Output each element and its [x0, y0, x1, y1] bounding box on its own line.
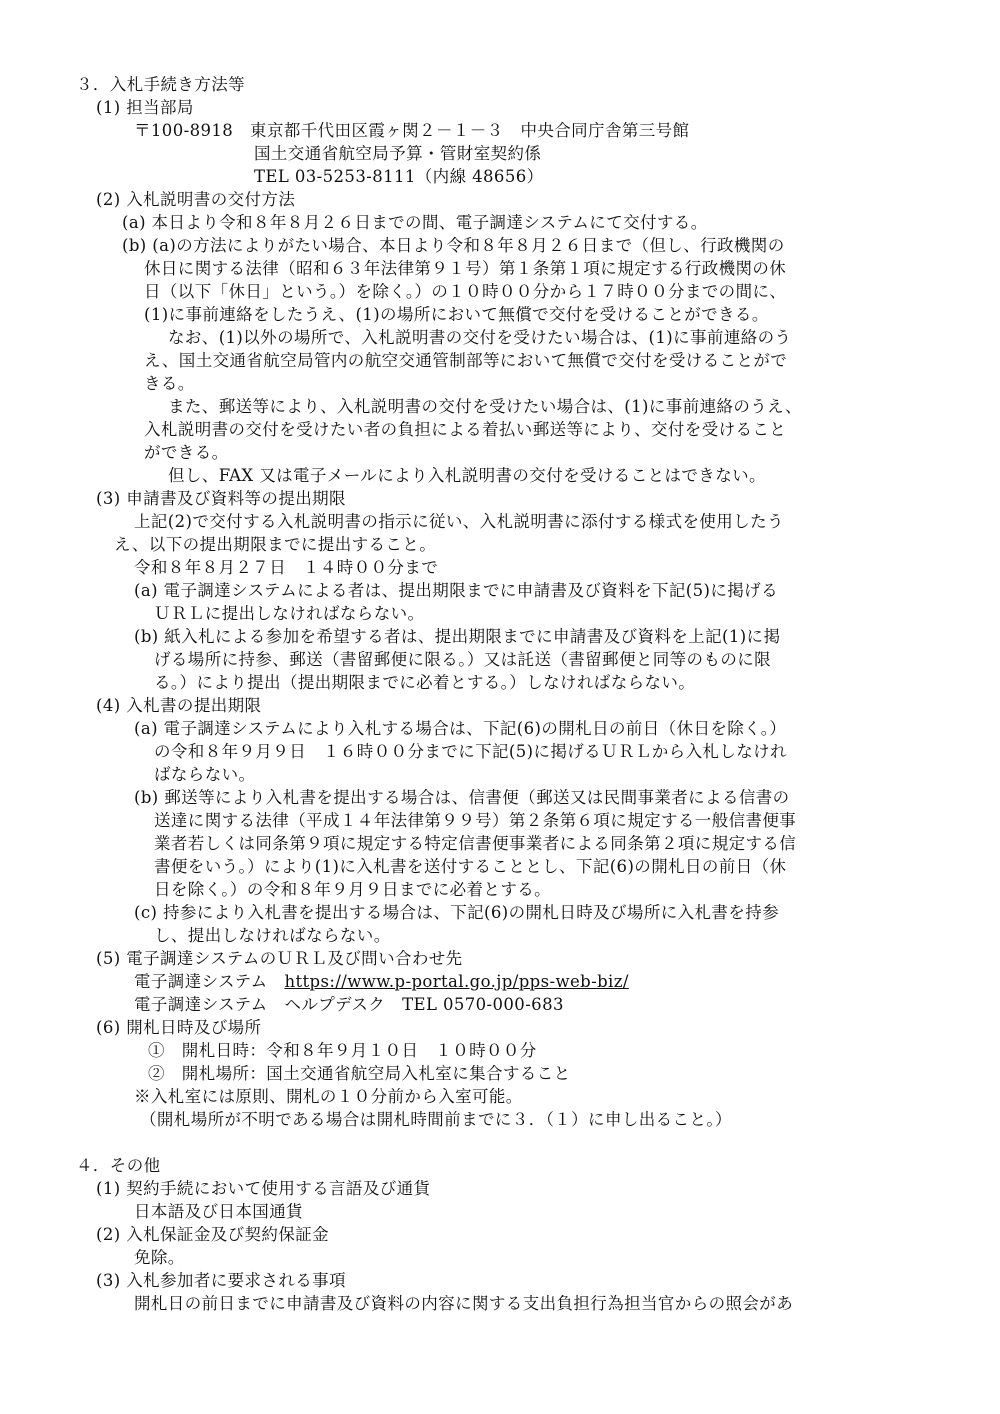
- subsection-heading: (6) 開札日時及び場所: [96, 1018, 262, 1037]
- paragraph-line: 上記(2)で交付する入札説明書の指示に従い、入札説明書に添付する様式を使用したう: [134, 512, 784, 531]
- paragraph-line: (a) 本日より令和８年８月２６日までの間、電子調達システムにて交付する。: [122, 213, 708, 232]
- paragraph-line: (a) 電子調達システムにより入札する場合は、下記(6)の開札日の前日（休日を除く。）: [134, 719, 787, 738]
- subsection-heading: (4) 入札書の提出期限: [96, 696, 262, 715]
- subsection-heading: (5) 電子調達システムのＵＲＬ及び問い合わせ先: [96, 949, 463, 968]
- address-line: 〒100-8918 東京都千代田区霞ヶ関２－１－３ 中央合同庁舎第三号館: [134, 121, 690, 140]
- paragraph-line: 休日に関する法律（昭和６３年法律第９１号）第１条第１項に規定する行政機関の休: [144, 259, 787, 278]
- paragraph-line: (b) 紙入札による参加を希望する者は、提出期限までに申請書及び資料を上記(1)に掲: [134, 627, 781, 646]
- subsection-heading: (1) 契約手続において使用する言語及び通貨: [96, 1179, 431, 1198]
- paragraph-line: (b) 郵送等により入札書を提出する場合は、信書便（郵送又は民間事業者による信書の: [134, 788, 790, 807]
- paragraph-line: る。）により提出（提出期限までに必着とする。）しなければならない。: [154, 673, 696, 692]
- subsection-heading: (3) 申請書及び資料等の提出期限: [96, 489, 346, 508]
- note-line: ※入札室には原則、開札の１０分前から入室可能。: [134, 1087, 523, 1106]
- paragraph-line: 日（以下「休日」という。）を除く。）の１０時００分から１７時００分までの間に、: [144, 282, 787, 301]
- paragraph-line: ができる。: [144, 443, 229, 462]
- paragraph-line: 但し、FAX 又は電子メールにより入札説明書の交付を受けることはできない。: [168, 466, 766, 485]
- paragraph-line: 送達に関する法律（平成１４年法律第９９号）第２条第６項に規定する一般信書便事: [154, 811, 797, 830]
- subsection-heading: (1) 担当部局: [96, 98, 194, 117]
- paragraph-line: 日を除く。）の令和８年９月９日までに必着とする。: [154, 880, 552, 899]
- paragraph-line: 日本語及び日本国通貨: [134, 1202, 303, 1221]
- paragraph-line: (1)に事前連絡をしたうえ、(1)の場所において無償で交付を受けることができる。: [144, 305, 769, 324]
- opening-datetime-line: ① 開札日時：令和８年９月１０日 １０時００分: [148, 1041, 537, 1060]
- paragraph-line: げる場所に持参、郵送（書留郵便に限る。）又は託送（書留郵便と同等のものに限: [154, 650, 772, 669]
- paragraph-line: 開札日の前日までに申請書及び資料の内容に関する支出負担行為担当官からの照会があ: [134, 1294, 794, 1313]
- paragraph-line: 書便をいう。）により(1)に入札書を送付することとし、下記(6)の開札日の前日（休: [154, 857, 787, 876]
- url-label: 電子調達システム: [134, 972, 285, 991]
- deadline-line: 令和８年８月２７日 １４時００分まで: [134, 558, 439, 577]
- subsection-heading: (2) 入札説明書の交付方法: [96, 190, 296, 209]
- department-line: 国土交通省航空局予算・管財室契約係: [254, 144, 542, 163]
- note-line: （開札場所が不明である場合は開札時間前までに３．（１）に申し出ること。）: [140, 1110, 732, 1129]
- section-heading-4: ４．その他: [76, 1156, 161, 1175]
- paragraph-line: きる。: [144, 374, 195, 393]
- opening-place-line: ② 開札場所：国土交通省航空局入札室に集合すること: [148, 1064, 571, 1083]
- paragraph-line: の令和８年９月９日 １６時００分までに下記(5)に掲げるＵＲＬから入札しなけれ: [154, 742, 787, 761]
- helpdesk-line: 電子調達システム ヘルプデスク TEL 0570-000-683: [134, 995, 564, 1014]
- paragraph-line: え、以下の提出期限までに提出すること。: [114, 535, 437, 554]
- portal-url-link[interactable]: https://www.p-portal.go.jp/pps-web-biz/: [284, 972, 629, 991]
- url-line: [134, 971, 629, 993]
- section-heading-3: ３．入札手続き方法等: [76, 75, 245, 94]
- paragraph-line: 業者若しくは同条第９項に規定する特定信書便事業者による同条第２項に規定する信: [154, 834, 797, 853]
- paragraph-line: なお、(1)以外の場所で、入札説明書の交付を受けたい場合は、(1)に事前連絡のう: [168, 328, 792, 347]
- subsection-heading: (2) 入札保証金及び契約保証金: [96, 1225, 330, 1244]
- subsection-heading: (3) 入札参加者に要求される事項: [96, 1271, 346, 1290]
- paragraph-line: また、郵送等により、入札説明書の交付を受けたい場合は、(1)に事前連絡のうえ、: [168, 397, 802, 416]
- paragraph-line: (b) (a)の方法によりがたい場合、本日より令和８年８月２６日まで（但し、行政機関の: [122, 236, 785, 255]
- paragraph-line: 免除。: [134, 1248, 185, 1267]
- paragraph-line: (c) 持参により入札書を提出する場合は、下記(6)の開札日時及び場所に入札書を持参: [134, 903, 780, 922]
- paragraph-line: え、国土交通省航空局管内の航空交通管制部等において無償で交付を受けることがで: [144, 351, 788, 370]
- paragraph-line: (a) 電子調達システムによる者は、提出期限までに申請書及び資料を下記(5)に掲げる: [134, 581, 778, 600]
- paragraph-line: し、提出しなければならない。: [154, 926, 391, 945]
- phone-line: TEL 03-5253-8111（内線 48656）: [254, 167, 544, 186]
- paragraph-line: ＵＲＬに提出しなければならない。: [154, 604, 425, 623]
- paragraph-line: ばならない。: [154, 765, 256, 784]
- paragraph-line: 入札説明書の交付を受けたい者の負担による着払い郵送等により、交付を受けること: [144, 420, 787, 439]
